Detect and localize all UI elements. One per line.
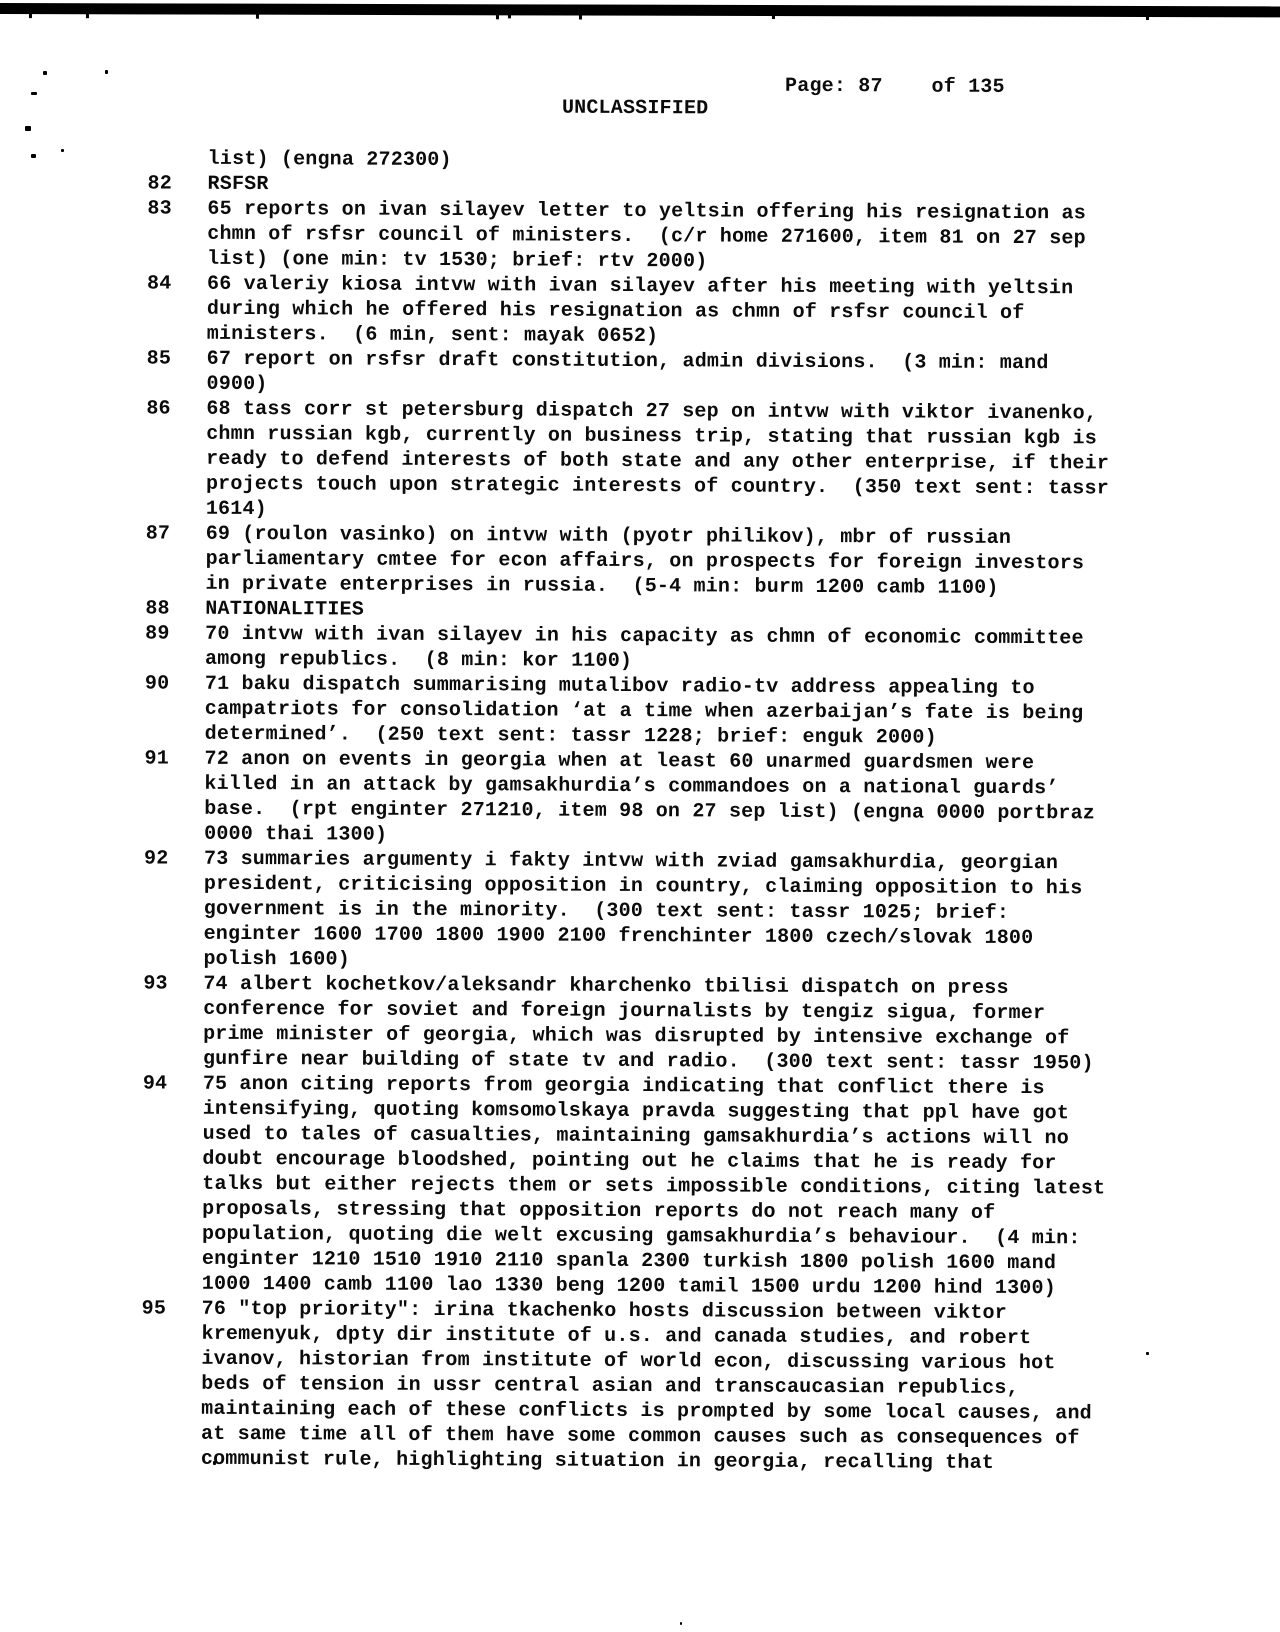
text-line: government is in the minority. (300 text sent: tassr 1025; brief: xyxy=(203,897,1010,925)
text-line: RSFSR xyxy=(207,172,269,197)
text-line: 72 anon on events in georgia when at least 60 unarmed guardsmen were xyxy=(204,747,1035,776)
text-line: NATIONALITIES xyxy=(205,597,365,622)
item-text xyxy=(207,272,1279,353)
text-line: in private enterprises in russia. (5-4 min: burm 1200 camb 1100) xyxy=(205,572,999,600)
classification-marking: UNCLASSIFIED xyxy=(561,96,709,121)
item-number: 82 xyxy=(147,172,173,196)
text-line: 76 "top priority": irina tkachenko hosts discussion between viktor xyxy=(201,1297,1008,1325)
text-line: projects touch upon strategic interests of country. (350 text sent: tassr xyxy=(205,472,1109,501)
text-line: during which he offered his resignation as chmn of rsfsr council of xyxy=(206,297,1025,326)
text-line: doubt encourage bloodshed, pointing out he claims that he is ready for xyxy=(202,1147,1057,1176)
text-line: 1614) xyxy=(205,497,267,522)
item-number: 88 xyxy=(145,597,170,621)
text-line: 73 summaries argumenty i fakty intvw with zviad gamsakhurdia, georgian xyxy=(203,847,1059,876)
text-line: parliamentary cmtee for econ affairs, on prospects for foreign investors xyxy=(205,547,1085,576)
item-text xyxy=(206,347,1278,403)
item-number: 83 xyxy=(147,197,172,221)
text-line: enginter 1600 1700 1800 1900 2100 frenchinter 1800 czech/slovak 1800 xyxy=(203,922,1034,951)
item-number: 93 xyxy=(143,972,168,996)
list-item xyxy=(146,396,1279,527)
text-line: among republics. (8 min: kor 1100) xyxy=(205,647,633,674)
item-number: 84 xyxy=(146,272,172,296)
item-number: 92 xyxy=(143,847,169,871)
item-text xyxy=(203,972,1276,1078)
text-line: enginter 1210 1510 1910 2110 spanla 2300 turkish 1800 polish 1600 mand xyxy=(201,1247,1057,1276)
text-line: 66 valeriy kiosa intvw with ivan silayev after his meeting with yeltsin xyxy=(206,272,1074,301)
item-number: 94 xyxy=(142,1072,168,1096)
text-line: 74 albert kochetkov/aleksandr kharchenko tbilisi dispatch on press xyxy=(203,972,1009,1000)
list-item xyxy=(145,521,1277,602)
item-text xyxy=(206,397,1279,528)
text-line: 68 tass corr st petersburg dispatch 27 sep on intvw with viktor ivanenko, xyxy=(206,397,1098,426)
text-line: list) (engna 272300) xyxy=(207,147,452,173)
list-item xyxy=(144,746,1277,852)
text-line: ready to defend interests of both state and any other enterprise, if their xyxy=(206,447,1110,476)
item-text xyxy=(204,747,1277,853)
text-line: prime minister of georgia, which was disrupted by intensive exchange of xyxy=(203,1022,1070,1051)
text-line: chmn russian kgb, currently on business trip, stating that russian kgb is xyxy=(206,422,1098,451)
text-line: maintaining each of these conflicts is prompted by some local causes, and xyxy=(201,1397,1092,1426)
text-line: communist rule, highlighting situation in georgia, recalling that xyxy=(200,1447,995,1475)
item-number: 85 xyxy=(146,347,172,371)
list-item xyxy=(142,1071,1275,1302)
text-line: 67 report on rsfsr draft constitution, admin divisions. (3 min: mand xyxy=(206,347,1049,376)
item-number: 87 xyxy=(145,522,171,546)
text-line: 70 intvw with ivan silayev in his capacity as chmn of economic committee xyxy=(205,622,1084,651)
text-line: at same time all of them have some common causes such as consequences of xyxy=(200,1422,1080,1451)
item-list xyxy=(0,146,1280,1478)
text-line: base. (rpt enginter 271210, item 98 on 27 sep list) (engna 0000 portbraz xyxy=(204,797,1096,826)
text-line: intensifying, quoting komsomolskaya pravda suggesting that ppl have got xyxy=(202,1097,1070,1126)
item-number: 91 xyxy=(144,747,170,771)
text-line: list) (one min: tv 1530; brief: rtv 2000) xyxy=(207,247,708,274)
item-text xyxy=(201,1297,1274,1478)
item-text xyxy=(205,672,1277,753)
item-number: 95 xyxy=(141,1297,167,1321)
list-item xyxy=(143,846,1276,977)
text-line: president, criticising opposition in country, claiming opposition to his xyxy=(203,872,1083,901)
text-line: proposals, stressing that opposition reports do not reach many of xyxy=(202,1197,996,1225)
list-item xyxy=(145,671,1277,752)
list-item xyxy=(147,271,1279,352)
item-text xyxy=(203,847,1276,978)
text-line: talks but either rejects them or sets impossible conditions, citing latest xyxy=(202,1172,1106,1201)
item-text xyxy=(205,622,1277,678)
text-line: polish 1600) xyxy=(203,947,350,972)
list-item xyxy=(143,971,1276,1077)
text-line: chmn of rsfsr council of ministers. (c/r home 271600, item 81 on 27 sep xyxy=(207,222,1086,251)
text-line: 75 anon citing reports from georgia indicating that conflict there is xyxy=(202,1072,1045,1101)
list-item xyxy=(147,196,1279,277)
list-item xyxy=(145,621,1277,677)
text-line: kremenyuk, dpty dir institute of u.s. and canada studies, and robert xyxy=(201,1322,1032,1351)
item-number: 90 xyxy=(144,672,170,696)
item-text xyxy=(202,1072,1275,1303)
text-line: determined’. (250 text sent: tassr 1228; brief: enguk 2000) xyxy=(204,722,937,750)
text-line: 1000 1400 camb 1100 lao 1330 beng 1200 tamil 1500 urdu 1200 hind 1300) xyxy=(201,1272,1056,1301)
text-line: gunfire near building of state tv and radio. (300 text sent: tassr 1950) xyxy=(202,1047,1094,1076)
text-line: 0900) xyxy=(206,372,268,397)
page-number: Page: 87 of 135 xyxy=(785,74,1005,99)
text-line: beds of tension in ussr central asian and transcaucasian republics, xyxy=(201,1372,1019,1401)
item-text xyxy=(205,522,1277,603)
text-line: 65 reports on ivan silayev letter to yeltsin offering his resignation as xyxy=(207,197,1087,226)
text-line: campatriots for consolidation ‘at a time when azerbaijan’s fate is being xyxy=(204,697,1084,726)
list-item xyxy=(146,346,1278,402)
item-number: 89 xyxy=(145,622,170,646)
item-number: 86 xyxy=(146,397,171,421)
text-line: 69 (roulon vasinko) on intvw with (pyotr philikov), mbr of russian xyxy=(205,522,1012,550)
text-line: conference for soviet and foreign journalists by tengiz sigua, former xyxy=(203,997,1046,1026)
list-item xyxy=(141,1296,1274,1477)
text-line: 71 baku dispatch summarising mutalibov radio-tv address appealing to xyxy=(204,672,1035,701)
text-line: population, quoting die welt excusing gamsakhurdia’s behaviour. (4 min: xyxy=(202,1222,1081,1251)
item-text xyxy=(207,197,1279,278)
text-line: 0000 thai 1300) xyxy=(204,822,388,847)
text-line: ministers. (6 min, sent: mayak 0652) xyxy=(206,322,659,349)
text-line: killed in an attack by gamsakhurdia’s commandoes on a national guards’ xyxy=(204,772,1059,801)
text-line: used to tales of casualties, maintaining gamsakhurdia’s actions will no xyxy=(202,1122,1069,1151)
text-line: ivanov, historian from institute of world econ, discussing various hot xyxy=(201,1347,1056,1376)
